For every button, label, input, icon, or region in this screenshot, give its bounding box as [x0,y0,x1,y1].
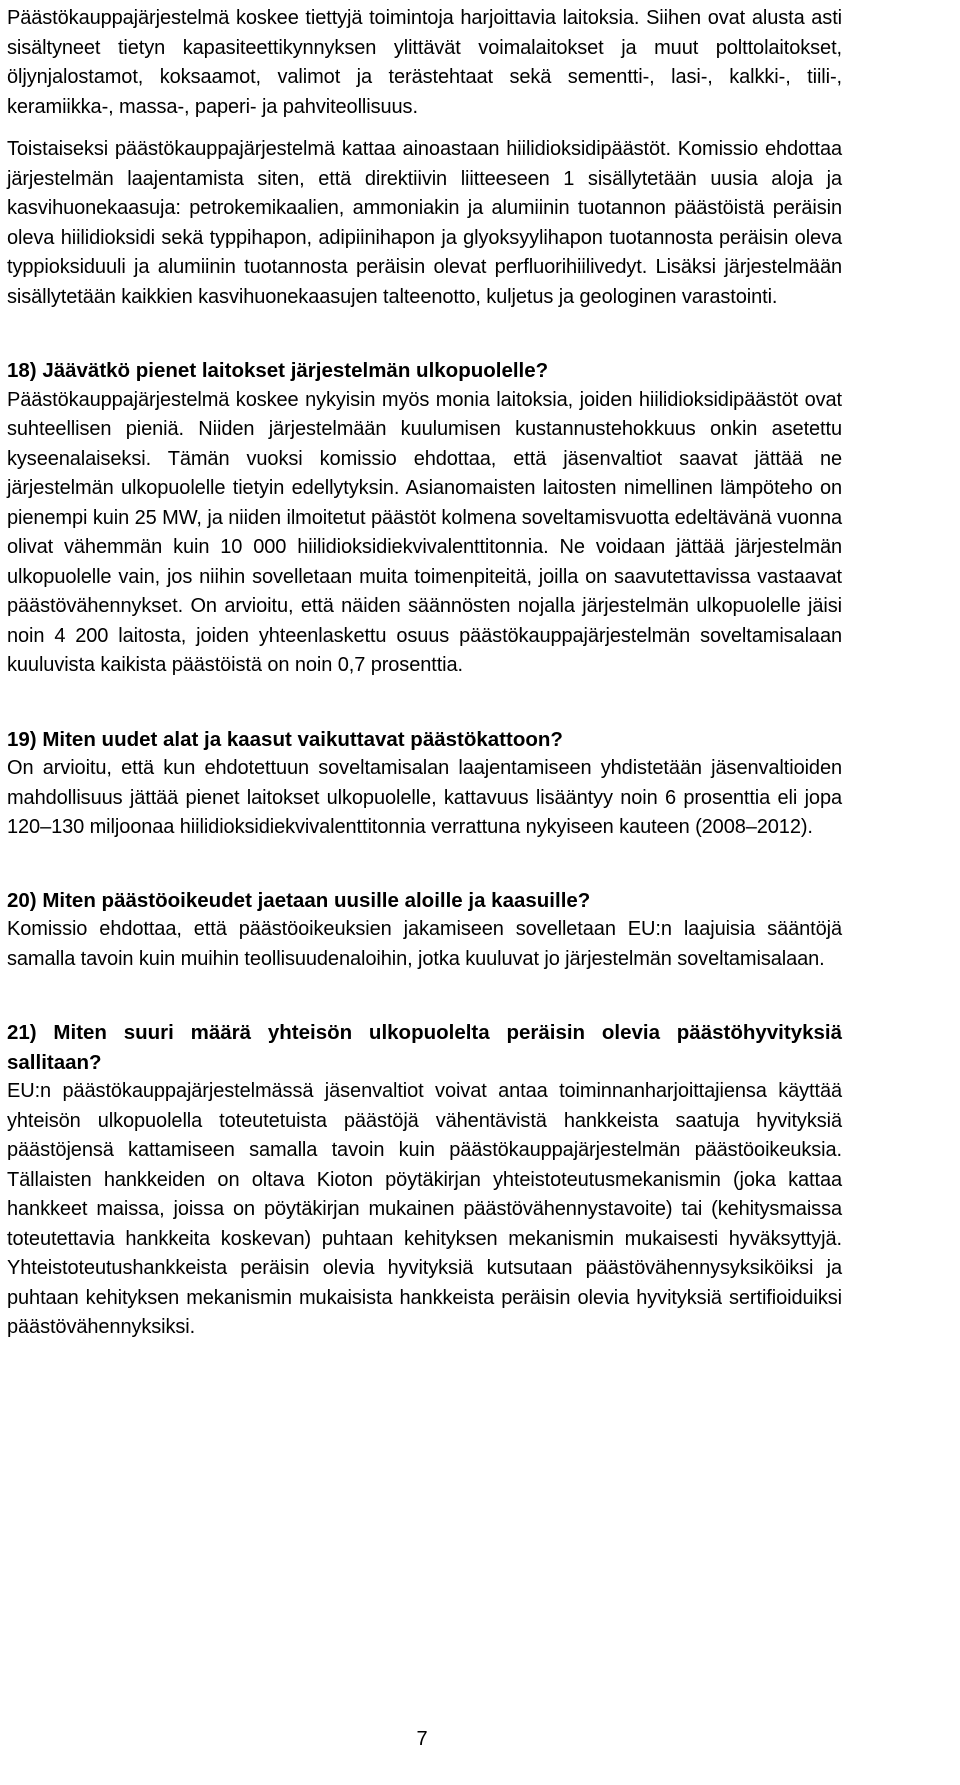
page-number [0,1725,960,1754]
section-body-19: On arvioitu, että kun ehdotettuun soveltamisalan laajentamiseen yhdistetään jäsenvaltioiden mahdollisuus jättää pienet laitokset ulkopuolelle, kattavuus lisääntyy noin 6 prosenttia eli jopa 120–130 miljoonaa hiilidioksidiekvivalenttitonnia verrattuna nykyiseen kauteen (2008–2012). [7,757,842,838]
section-heading-20: 20) Miten päästöoikeudet jaetaan uusille aloille ja kaasuille? [7,888,591,912]
section-body-18: Päästökauppajärjestelmä koskee nykyisin myös monia laitoksia, joiden hiilidioksidipäästöt ovat suhteellisen pieniä. Niiden järjestelmään kuulumisen kustannustehokkuus onkin asetettu kyseenalaiseksi. Tämän vuoksi komissio ehdottaa, että jäsenvaltiot saavat jättää ne järjestelmän ulkopuolelle tietyin edellytyksin. Asianomaisten laitosten nimellinen lämpöteho on pienempi kuin 25 MW, ja niiden ilmoitetut päästöt kolmena soveltamisvuotta edeltävänä vuonna olivat vähemmän kuin 10 000 hiilidioksidiekvivalenttitonnia. Ne voidaan jättää järjestelmän ulkopuolelle vain, jos niihin sovelletaan muita toimenpiteitä, joilla on saavutettavissa vastaavat päästövähennykset. On arvioitu, että näiden säännösten nojalla järjestelmän ulkopuolelle jäisi noin 4 200 laitosta, joiden yhteenlaskettu osuus päästökauppajärjestelmän soveltamisalaan kuuluvista kaikista päästöistä on noin 0,7 prosenttia. [7,388,842,676]
section-heading-19: 19) Miten uudet alat ja kaasut vaikuttavat päästökattoon? [7,727,563,751]
section-body-20: Komissio ehdottaa, että päästöoikeuksien jakamiseen sovelletaan EU:n laajuisia sääntöjä samalla tavoin kuin muihin teollisuudenaloihin, jotka kuuluvat jo järjestelmän soveltamisalaan. [7,918,842,970]
section-heading-21: 21) Miten suuri määrä yhteisön ulkopuolelta peräisin olevia päästöhyvityksiä sallitaan? [7,1021,842,1074]
section-body-21: EU:n päästökauppajärjestelmässä jäsenvaltiot voivat antaa toiminnanharjoittajiensa käyttää yhteisön ulkopuolella toteutetuista päästöjä vähentävistä hankkeista saatuja hyvityksiä päästöjensä kattamiseen samalla tavoin kuin päästökauppajärjestelmän päästöoikeuksia. Tällaisten hankkeiden on oltava Kioton pöytäkirjan yhteistoteutusmekanismin (joka kattaa hankkeet maissa, joissa on pöytäkirjan mukainen päästövähennystavoite) tai (kehitysmaissa toteutettavia hankkeita koskevan) puhtaan kehityksen mekanismin mukaisesti hyväksyttyjä. Yhteistoteutushankkeista peräisin olevia hyvityksiä kutsutaan päästövähennysyksiköiksi ja puhtaan kehityksen mekanismin mukaisista hankkeista peräisin olevia hyvityksiä sertifioiduiksi päästövähennyksiksi. [7,1080,842,1338]
emissions-scope-paragraph: Toistaiseksi päästökauppajärjestelmä kattaa ainoastaan hiilidioksidipäästöt. Komissio ehdottaa järjestelmän laajentamista siten, että direktiivin liitteeseen 1 sisällytetään uusia aloja ja kasvihuonekaasuja: petrokemikaalien, ammoniakin ja alumiinin tuotannon päästöistä peräisin oleva hiilidioksidi sekä typpihapon, adipiinihapon ja glyoksyylihapon tuotannosta peräisin oleva typpioksiduuli ja alumiinin tuotannosta peräisin olevat perfluorihiilivedyt. Lisäksi järjestelmään sisällytetään kaikkien kasvihuonekaasujen talteenotto, kuljetus ja geologinen varastointi. [7,138,842,308]
page-number-text: 7 [416,1728,428,1750]
section-heading-18: 18) Jäävätkö pienet laitokset järjestelmän ulkopuolelle? [7,359,549,382]
intro-paragraph: Päästökauppajärjestelmä koskee tiettyjä toimintoja harjoittavia laitoksia. Siihen ovat alusta asti sisältyneet tietyn kapasiteettikynnyksen ylittävät voimalaitokset ja muut polttolaitokset, öljynjalostamot, koksaamot, valimot ja terästehtaat sekä sementti-, lasi-, kalkki-, tiili-, keramiikka-, massa-, paperi- ja pahviteollisuus. [7,7,842,118]
